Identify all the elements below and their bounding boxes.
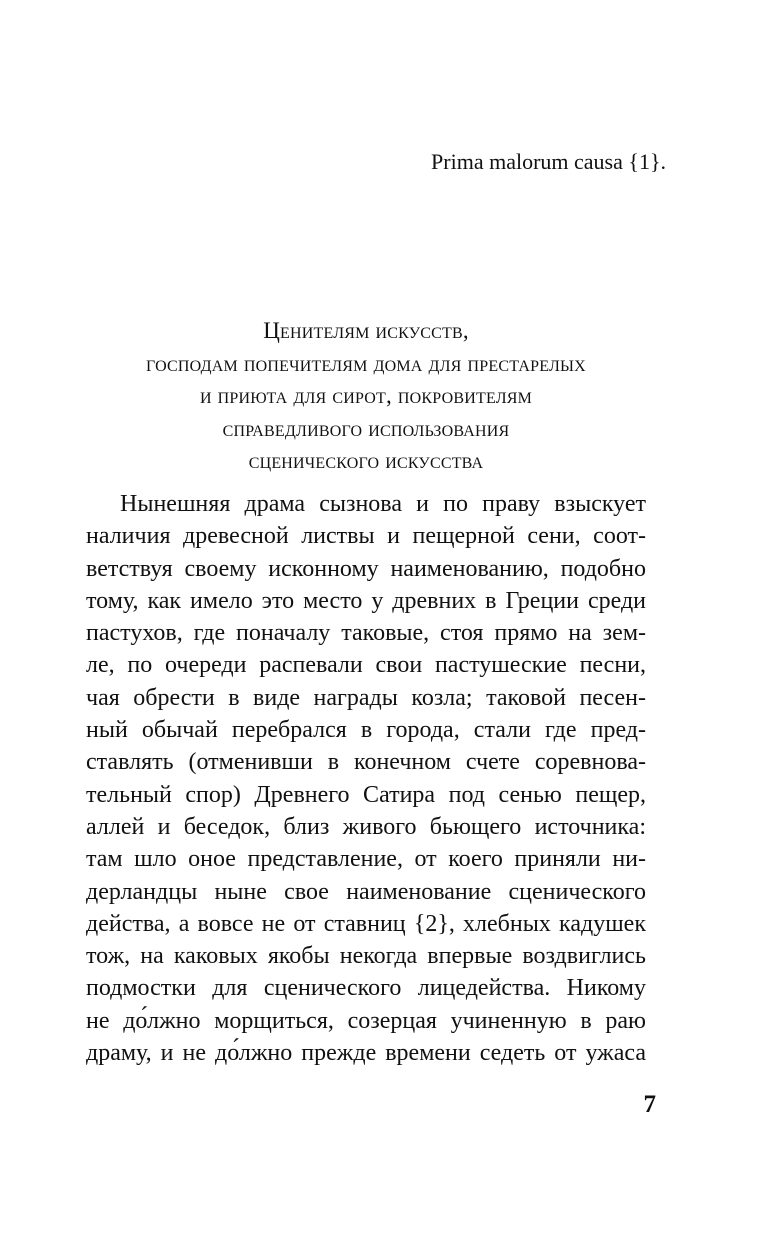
text-line: аллей и беседок, близ живого бьющего источника: — [86, 813, 646, 840]
text-line: ле, по очереди распевали свои пастушеские песни, — [86, 652, 646, 679]
text-line: дерландцы ныне свое наименование сценического — [86, 878, 646, 905]
text-line: тельный спор) Древнего Сатира под сенью пещер, — [86, 781, 646, 808]
page-number: 7 — [643, 1091, 656, 1118]
text-line: пастухов, где поначалу таковые, стоя прямо на зем- — [86, 620, 646, 647]
text-line: действа, а вовсе не от ставниц {2}, хлебных кадушек — [86, 910, 646, 937]
text-line: тож, на каковых якобы некогда впервые воздвиглись — [86, 943, 646, 970]
dedication-line: Ценителям искусств, — [263, 318, 469, 343]
text-line: ный обычай перебрался в города, стали где пред- — [86, 717, 646, 744]
text-line: тому, как имело это место у древних в Греции среди — [86, 587, 646, 614]
text-line: там шло оное представление, от коего приняли ни- — [86, 846, 646, 873]
epigraph: Prima malorum causa {1}. — [431, 149, 666, 174]
text-line: не до́лжно морщиться, созерцая учиненную в раю — [86, 1007, 646, 1034]
text-line: драму, и не до́лжно прежде времени седеть от ужаса — [86, 1040, 646, 1067]
text-line: чая обрести в виде награды козла; таковой песен- — [86, 684, 646, 711]
text-line: подмостки для сценического лицедейства. Никому — [86, 975, 646, 1002]
text-line: наличия древесной листвы и пещерной сени, соот- — [86, 523, 646, 550]
dedication-line: справедливого использования — [222, 415, 510, 441]
dedication — [86, 315, 646, 478]
dedication-line: сценического искусства — [248, 448, 484, 473]
body-paragraph — [86, 488, 646, 1069]
dedication-line: господам попечителям дома для престарелых — [146, 350, 586, 376]
text-line: ставлять (отменивши в конечном счете соревнова- — [86, 749, 646, 776]
dedication-line: и приюта для сирот, покровителям — [199, 383, 533, 408]
text-line: Нынешняя драма сызнова и по праву взыскует — [120, 491, 646, 517]
text-line: ветствуя своему исконному наименованию, подобно — [86, 555, 646, 582]
